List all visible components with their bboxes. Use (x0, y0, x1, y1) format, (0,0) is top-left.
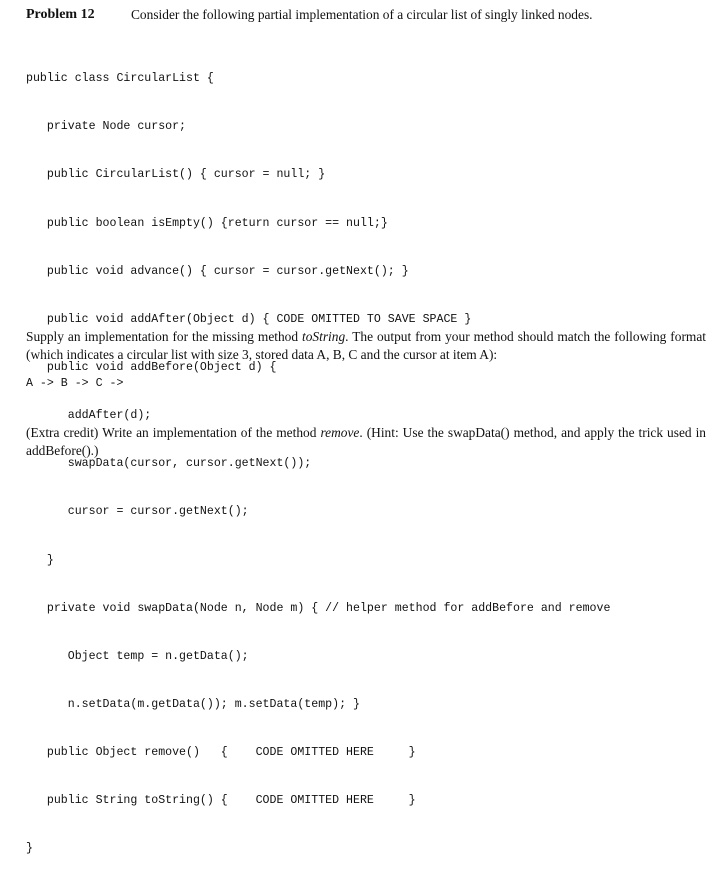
code-line: public void addAfter(Object d) { CODE OMITTED TO SAVE SPACE } (26, 312, 472, 326)
code-line: cursor = cursor.getNext(); (26, 505, 249, 519)
code-line: } (26, 842, 33, 856)
code-line: private void swapData(Node n, Node m) { // helper method for addBefore and remove (26, 601, 611, 615)
problem-label: Problem 12 (26, 7, 95, 22)
output-example: A -> B -> C -> (26, 377, 124, 390)
task-tostring-text-after: . The output from your method should match the following format (which indicates a circular list with size 3, stored data A, B, C and the cursor at item A): (26, 329, 706, 362)
code-line: Object temp = n.getData(); (26, 649, 249, 663)
code-line: addAfter(d); (26, 409, 152, 423)
method-name-tostring: toString (302, 329, 346, 344)
code-line: private Node cursor; (26, 120, 187, 134)
code-line: public void advance() { cursor = cursor.getNext(); } (26, 264, 409, 278)
task-tostring-text-before: Supply an implementation for the missing method (26, 329, 303, 344)
code-line: public class CircularList { (26, 72, 214, 86)
problem-statement: Consider the following partial implementation of a circular list of singly linked nodes. (131, 7, 593, 22)
task-remove-paragraph (26, 424, 706, 460)
code-line: swapData(cursor, cursor.getNext()); (26, 457, 312, 471)
code-line: } (26, 553, 54, 567)
method-name-remove: remove (320, 425, 360, 440)
code-line: public boolean isEmpty() {return cursor == null;} (26, 216, 388, 230)
task-tostring-paragraph (26, 328, 706, 364)
code-line: public String toString() { CODE OMITTED HERE } (26, 794, 416, 808)
task-remove-text-before: (Extra credit) Write an implementation of the method (26, 425, 321, 440)
code-line: public void addBefore(Object d) { (26, 360, 277, 374)
task-remove-text-after: . (Hint: Use the swapData() method, and apply the trick used in addBefore().) (26, 425, 707, 458)
code-line: n.setData(m.getData()); m.setData(temp); } (26, 697, 360, 711)
code-line: public Object remove() { CODE OMITTED HERE } (26, 746, 416, 760)
code-line: public CircularList() { cursor = null; } (26, 168, 326, 182)
